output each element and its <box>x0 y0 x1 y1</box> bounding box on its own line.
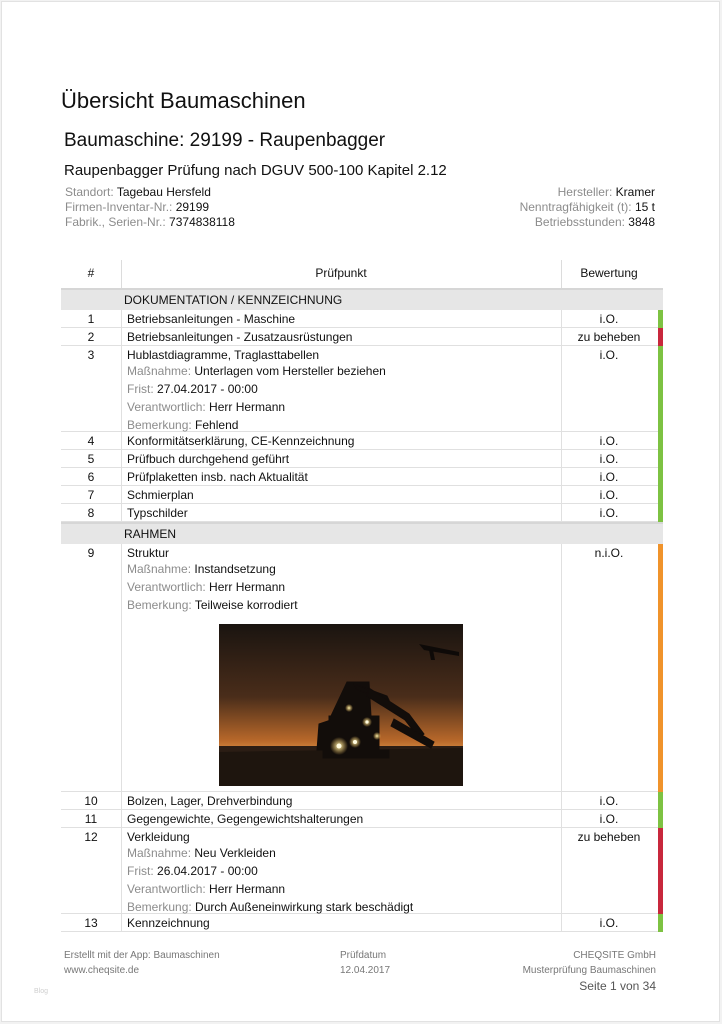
row-item: Konformitätserklärung, CE-Kennzeichnung <box>127 434 355 448</box>
row-number: 5 <box>87 452 95 466</box>
row-item: Kennzeichnung <box>127 916 210 930</box>
row-number: 7 <box>87 488 95 502</box>
table-row <box>61 544 663 792</box>
row-body <box>127 470 561 484</box>
row-body <box>127 794 561 808</box>
row-detail: Verantwortlich: Herr Hermann <box>127 882 286 896</box>
watermark: Blog <box>34 988 49 995</box>
footer-company: CHEQSITE GmbH <box>573 950 656 961</box>
row-detail: Bemerkung: Teilweise korrodiert <box>127 598 298 612</box>
footer-right <box>523 948 656 978</box>
meta-location: Standort: Tagebau Hersfeld <box>65 185 211 199</box>
row-body <box>127 348 561 434</box>
rating-indicator <box>658 346 663 432</box>
row-body <box>127 434 561 448</box>
row-body <box>127 916 561 930</box>
document-page <box>1 1 720 1022</box>
header-number: # <box>87 266 95 280</box>
meta-inventory: Firmen-Inventar-Nr.: 29199 <box>65 200 210 214</box>
rating-indicator <box>658 486 663 504</box>
footer-center <box>340 948 390 978</box>
row-rating: i.O. <box>599 348 619 362</box>
table-row <box>61 346 663 432</box>
rating-indicator <box>658 914 663 932</box>
row-rating: zu beheben <box>577 830 641 844</box>
page-title: Übersicht Baumaschinen <box>61 88 306 113</box>
table-row <box>61 328 663 346</box>
table-row <box>61 828 663 914</box>
row-body <box>127 312 561 326</box>
rating-indicator <box>658 328 663 346</box>
table-row <box>61 914 663 932</box>
row-item: Verkleidung <box>127 830 190 844</box>
rating-indicator <box>658 504 663 522</box>
row-item: Typschilder <box>127 506 188 520</box>
excavator-photo <box>219 624 463 786</box>
row-detail: Maßnahme: Neu Verkleiden <box>127 846 276 860</box>
table-row <box>61 486 663 504</box>
row-detail: Frist: 27.04.2017 - 00:00 <box>127 382 258 396</box>
row-item: Gegengewichte, Gegengewichtshalterungen <box>127 812 364 826</box>
table-body <box>61 288 663 932</box>
row-number: 1 <box>87 312 95 326</box>
row-rating: i.O. <box>599 812 619 826</box>
header-rating: Bewertung <box>580 266 638 280</box>
row-detail: Maßnahme: Unterlagen vom Hersteller beziehen <box>127 364 386 378</box>
meta-capacity: Nenntragfähigkeit (t): 15 t <box>519 200 655 214</box>
row-item: Prüfplaketten insb. nach Aktualität <box>127 470 308 484</box>
rating-indicator <box>658 310 663 328</box>
footer-url: www.cheqsite.de <box>64 965 140 976</box>
table-row <box>61 450 663 468</box>
row-body <box>127 506 561 520</box>
table-row <box>61 504 663 522</box>
row-number: 4 <box>87 434 95 448</box>
machine-title: Baumaschine: 29199 - Raupenbagger <box>64 130 386 151</box>
row-body <box>127 452 561 466</box>
row-body <box>127 812 561 826</box>
row-rating: i.O. <box>599 434 619 448</box>
row-number: 3 <box>87 348 95 362</box>
footer-left <box>64 948 220 978</box>
row-number: 11 <box>84 812 98 826</box>
rating-indicator <box>658 450 663 468</box>
row-number: 8 <box>87 506 95 520</box>
row-rating: i.O. <box>599 488 619 502</box>
table-row <box>61 432 663 450</box>
row-detail: Verantwortlich: Herr Hermann <box>127 400 286 414</box>
row-rating: i.O. <box>599 470 619 484</box>
rating-indicator <box>658 810 663 828</box>
machine-info-right <box>520 185 655 230</box>
row-body <box>127 546 561 614</box>
row-item: Betriebsanleitungen - Zusatzausrüstungen <box>127 330 353 344</box>
row-number: 9 <box>87 546 95 560</box>
row-rating: zu beheben <box>577 330 641 344</box>
row-item: Struktur <box>127 546 170 560</box>
rating-indicator <box>658 432 663 450</box>
machine-info-left <box>65 185 235 230</box>
row-rating: n.i.O. <box>594 546 624 560</box>
row-detail: Bemerkung: Fehlend <box>127 418 239 432</box>
table-row <box>61 468 663 486</box>
row-body <box>127 488 561 502</box>
row-rating: i.O. <box>599 916 619 930</box>
row-number: 2 <box>87 330 95 344</box>
table-row <box>61 310 663 328</box>
inspection-table <box>61 258 663 932</box>
footer-date-label: Prüfdatum <box>340 950 387 961</box>
section-header: DOKUMENTATION / KENNZEICHNUNG <box>61 288 663 310</box>
rating-indicator <box>658 792 663 810</box>
row-number: 6 <box>87 470 95 484</box>
row-rating: i.O. <box>599 452 619 466</box>
rating-indicator <box>658 544 663 792</box>
row-item: Schmierplan <box>127 488 194 502</box>
page-number: Seite 1 von 34 <box>579 979 656 993</box>
meta-serial: Fabrik., Serien-Nr.: 7374838118 <box>65 215 235 229</box>
inspection-subtitle: Raupenbagger Prüfung nach DGUV 500-100 Kapitel 2.12 <box>64 162 447 179</box>
row-number: 12 <box>84 830 98 844</box>
row-item: Hublastdiagramme, Traglasttabellen <box>127 348 320 362</box>
row-rating: i.O. <box>599 506 619 520</box>
meta-manufacturer: Hersteller: Kramer <box>557 185 655 199</box>
row-item: Betriebsanleitungen - Maschine <box>127 312 296 326</box>
rating-indicator <box>658 828 663 914</box>
row-rating: i.O. <box>599 794 619 808</box>
header-item: Prüfpunkt <box>315 266 367 280</box>
row-body <box>127 830 561 916</box>
row-detail: Frist: 26.04.2017 - 00:00 <box>127 864 258 878</box>
footer-created: Erstellt mit der App: Baumaschinen <box>64 950 220 961</box>
table-header <box>61 258 663 288</box>
row-detail: Verantwortlich: Herr Hermann <box>127 580 286 594</box>
row-detail: Bemerkung: Durch Außeneinwirkung stark beschädigt <box>127 900 414 914</box>
section-header: RAHMEN <box>61 522 663 544</box>
rating-indicator <box>658 468 663 486</box>
row-number: 13 <box>84 916 98 930</box>
row-item: Prüfbuch durchgehend geführt <box>127 452 290 466</box>
row-number: 10 <box>84 794 98 808</box>
row-item: Bolzen, Lager, Drehverbindung <box>127 794 293 808</box>
footer-sample: Musterprüfung Baumaschinen <box>522 965 656 976</box>
footer-date: 12.04.2017 <box>340 965 391 976</box>
table-row <box>61 792 663 810</box>
meta-hours: Betriebsstunden: 3848 <box>534 215 655 229</box>
row-rating: i.O. <box>599 312 619 326</box>
row-detail: Maßnahme: Instandsetzung <box>127 562 276 576</box>
row-body <box>127 330 561 344</box>
table-row <box>61 810 663 828</box>
